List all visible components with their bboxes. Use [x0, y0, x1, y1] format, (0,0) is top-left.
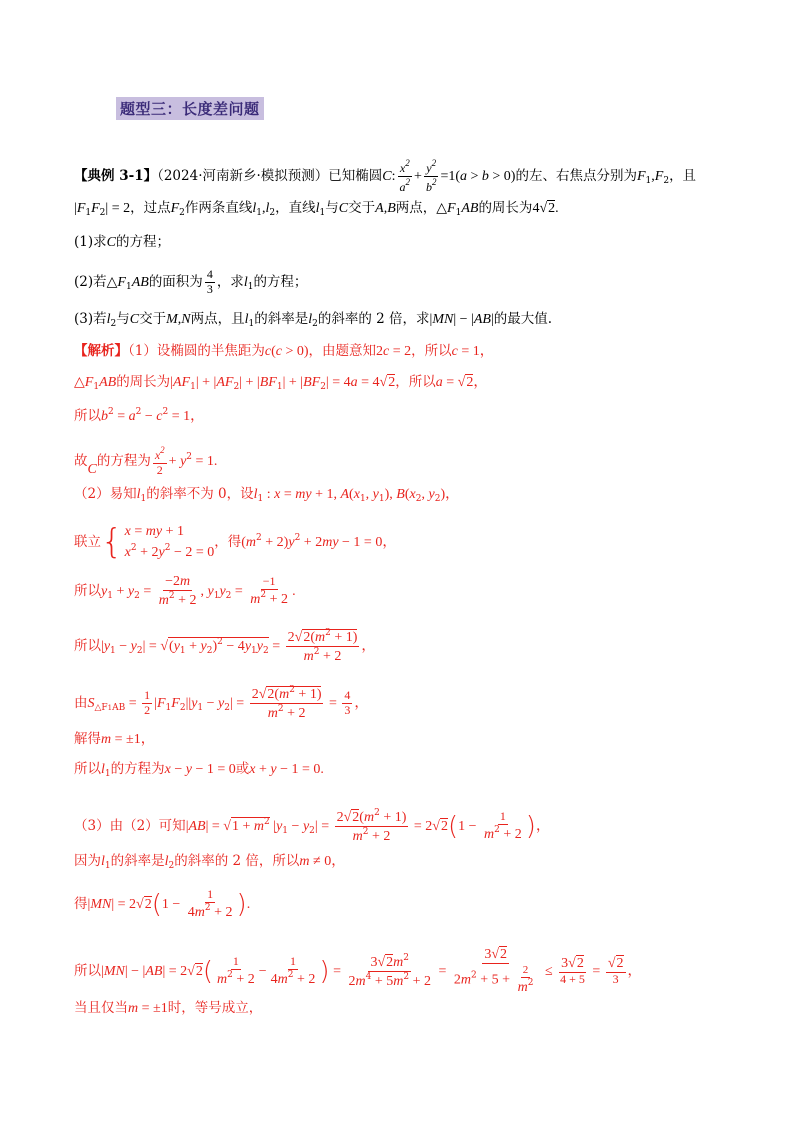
solution-line-7: 所以$y_1 + y_2$ = $\frac{-2m}{m^2 + 2}$ , $y_1y_2$ = $\frac{-1}{m^2 + 2}$ .	[74, 574, 296, 609]
section-title: 题型三：长度差问题	[116, 97, 264, 120]
question-1: (1)求C的方程；	[74, 234, 170, 250]
solution-line-12: （3）由（2）可知$|AB| = √1 + m^2$ $|y_1 - y_2|$ = $\frac{2√2(m^2 + 1)}{m^2 + 2}$ = 2√2(1 − $\frac{1}{m^2 + 2}$ )，	[74, 808, 550, 845]
solution-line-1: 【解析】（1）设椭圆的半焦距为c(c > 0)，由题意知2c = 2，所以c = 1，	[74, 343, 494, 359]
solution-label: 【解析】	[74, 343, 128, 359]
solution-line-16: 当且仅当m = ±1时，等号成立，	[74, 1000, 263, 1016]
question-3: (3)若$l_2$与C交于M,N两点，且$l_1$的斜率是$l_2$的斜率的 2 倍，求|MN| − |AB|的最大值.	[74, 311, 553, 329]
solution-line-11: 所以$l_1$的方程为x − y − 1 = 0或x + y − 1 = 0.	[74, 761, 324, 779]
problem-source: （2024·河南新乡·模拟预测）	[157, 167, 329, 184]
problem-label: 【典例 3-1】	[74, 167, 158, 184]
problem-line-1: 【典例 3-1】（2024·河南新乡·模拟预测）已知椭圆C: $\frac{x^2}{a^2}$ + $\frac{y^2}{b^2}$ =1(a > b > 0)的左、右焦点分别为$F_1,F_2$，且	[74, 158, 697, 194]
solution-line-5: （2）易知$l_1$的斜率不为 0，设$l_1$ : x = my + 1, $A(x_1$, $y_1$), $B(x_2$, $y_2$)，	[74, 486, 460, 504]
question-2: (2)若$\triangle F_1AB$的面积为 $\frac{4}{3}$ ，求$l_1$的方程；	[74, 267, 308, 296]
solution-line-4: 故C的方程为 $\frac{x^2}{2}$ + $y^2 = 1$.	[74, 445, 218, 477]
solution-line-6: 联立{ x = my + 1 $x^2 + 2y^2 - 2 = 0$ ，得$(m^2 + 2)y^2 + 2my - 1 = 0$，	[74, 522, 397, 563]
problem-line-2: $|F_1F_2| = 2$，过点$F_2$作两条直线$l_1,l_2$，直线$l_1$与C交于A,B两点，$\triangle F_1AB$的周长为4√2.	[74, 200, 559, 218]
solution-line-8: 所以$|y_1 - y_2| = √(y_1 + y_2)^2 - 4y_1y_2$ = $\frac{2√2(m^2 + 1)}{m^2 + 2}$ ，	[74, 628, 376, 665]
solution-line-14: 得|MN| = 2√2(1 − $\frac{1}{4m^2 + 2}$ ).	[74, 887, 251, 920]
solution-line-13: 因为$l_1$的斜率是$l_2$的斜率的 2 倍，所以m ≠ 0，	[74, 853, 346, 871]
solution-line-10: 解得m = ±1，	[74, 731, 155, 747]
solution-line-2: $\triangle F_1AB$的周长为$|AF_1| + |AF_2| + |BF_1| + |BF_2| = 4a = 4√2$，所以a = √2，	[74, 374, 488, 392]
solution-line-15: 所以|MN| − |AB| = 2√2( $\frac{1}{m^2 + 2}$ − $\frac{1}{4m^2 + 2}$ ) = $\frac{3√2m^2}{2m^4 + 5m^2 + 2}$ = 3√2 $2m^2 + 5$ + $\frac{2}{m^2}$ ≤ $\frac{3√2}{4 + 5}$ = $\frac{√2}{3}$ ，	[74, 947, 642, 995]
solution-line-3: 所以$b^2 = a^2 - c^2 = 1$，	[74, 407, 205, 424]
solution-line-9: 由$S_{\triangle F1AB}$ = $\frac{1}{2}$ $|F_1F_2||y_1 - y_2|$ = $\frac{2√2(m^2 + 1)}{m^2 + 2}$ = $\frac{4}{3}$ ，	[74, 685, 369, 722]
